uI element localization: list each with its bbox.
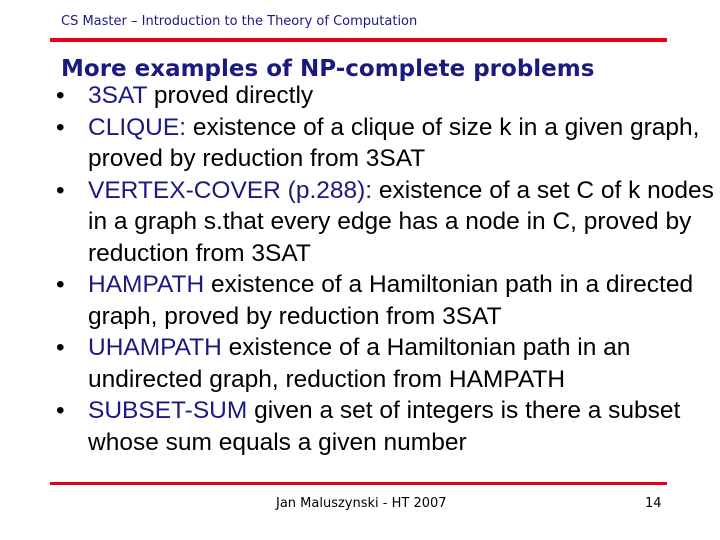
- footer-author: Jan Maluszynski - HT 2007: [276, 496, 447, 511]
- header-divider: [50, 38, 667, 42]
- list-item: [50, 80, 718, 112]
- footer-divider: [50, 482, 667, 485]
- bullet-icon: •: [56, 176, 65, 204]
- problem-name: UHAMPATH: [88, 334, 222, 361]
- problem-name: 3SAT: [88, 82, 148, 109]
- page-number: 14: [645, 496, 662, 511]
- list-item: [50, 175, 718, 270]
- problem-name: VERTEX-COVER (p.288):: [88, 176, 373, 204]
- list-item: [50, 395, 718, 458]
- bullet-icon: •: [56, 271, 65, 298]
- bullet-icon: •: [56, 113, 65, 141]
- bullet-icon: •: [56, 334, 65, 361]
- problem-description: existence of a Hamiltonian path in a directed graph, proved by reduction from 3SAT: [88, 271, 694, 330]
- problem-name: CLIQUE:: [88, 113, 187, 141]
- list-item: [50, 112, 718, 175]
- problem-description: existence of a Hamiltonian path in an undirected graph, reduction from HAMPATH: [88, 334, 631, 393]
- course-header: CS Master – Introduction to the Theory of Computation: [61, 14, 418, 29]
- list-item: [50, 269, 718, 332]
- problem-description: given a set of integers is there a subset whose sum equals a given number: [88, 397, 681, 456]
- bullet-icon: •: [56, 82, 65, 109]
- bullet-icon: •: [56, 397, 65, 424]
- problem-description: existence of a clique of size k in a given graph, proved by reduction from 3SAT: [88, 113, 700, 172]
- bullet-list: [50, 80, 718, 458]
- problem-description: proved directly: [147, 82, 314, 109]
- slide-title: More examples of NP-complete problems: [61, 56, 595, 82]
- problem-name: SUBSET-SUM: [88, 397, 248, 424]
- problem-description: existence of a set C of k nodes in a graph s.that every edge has a node in C, proved by reduction from 3SAT: [88, 176, 714, 267]
- list-item: [50, 332, 718, 395]
- problem-name: HAMPATH: [88, 271, 205, 298]
